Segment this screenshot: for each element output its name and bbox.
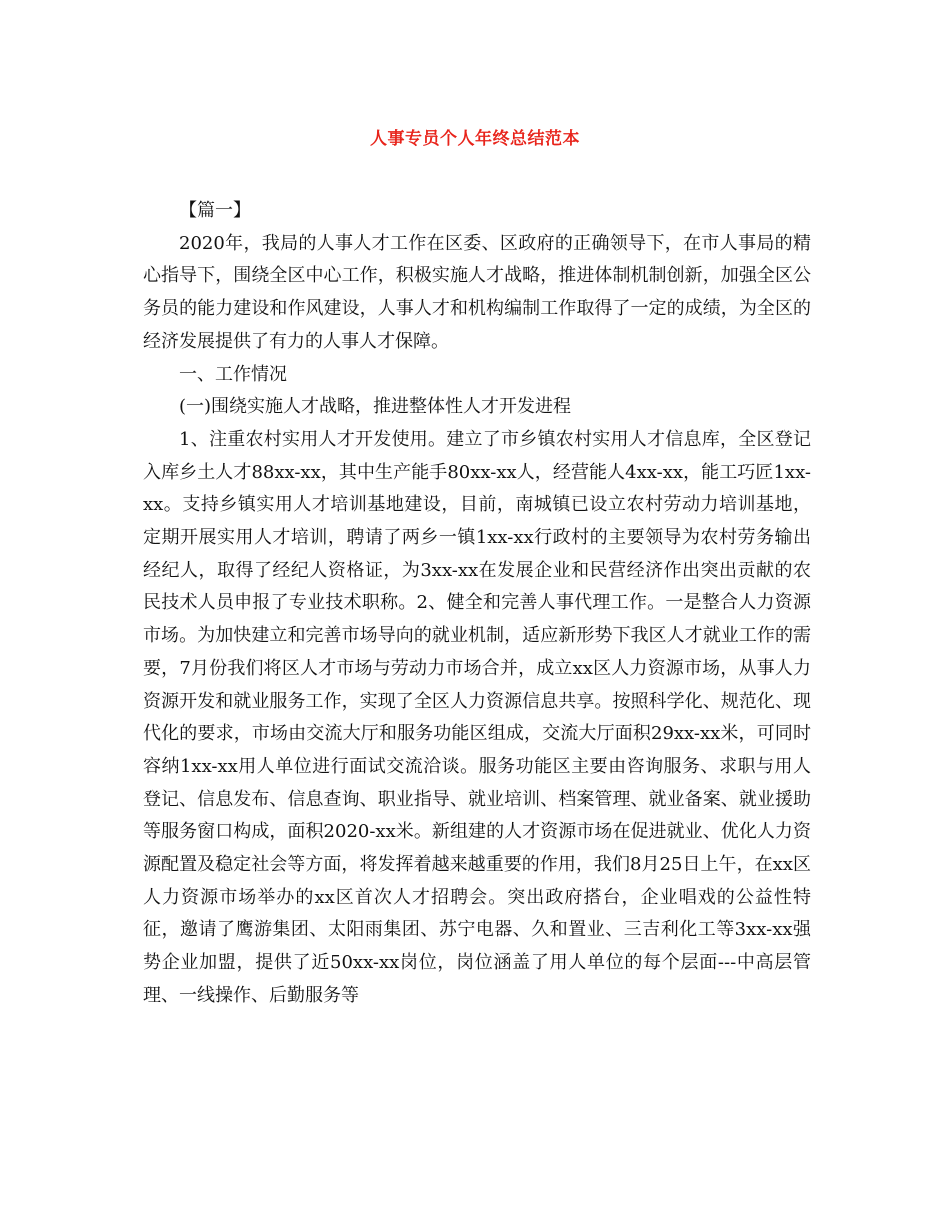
document-title: 人事专员个人年终总结范本 [370,129,580,149]
body-paragraph: 1、注重农村实用人才开发使用。建立了市乡镇农村实用人才信息库，全区登记入库乡土人才88xx-xx，其中生产能手80xx-xx人，经营能人4xx-xx，能工巧匠1xx-xx。支持乡镇实用人才培训基地建设，目前，南城镇已设立农村劳动力培训基地，定期开展实用人才培训，聘请了两乡一镇1xx-xx行政村的主要领导为农村劳务输出经纪人，取得了经纪人资格证，为3xx-xx在发展企业和民营经济作出突出贡献的农民技术人员申报了专业技术职称。2、健全和完善人事代理工作。一是整合人力资源市场。为加快建立和完善市场导向的就业机制，适应新形势下我区人才就业工作的需要，7月份我们将区人才市场与劳动力市场合并，成立xx区人力资源市场，从事人力资源开发和就业服务工作，实现了全区人力资源信息共享。按照科学化、规范化、现代化的要求，市场由交流大厅和服务功能区组成，交流大厅面积29xx-xx米，可同时容纳1xx-xx用人单位进行面试交流洽谈。服务功能区主要由咨询服务、求职与用人登记、信息发布、信息查询、职业指导、就业培训、档案管理、就业备案、就业援助等服务窗口构成，面积2020-xx米。新组建的人才资源市场在促进就业、优化人力资源配置及稳定社会等方面，将发挥着越来越重要的作用，我们8月25日上午，在xx区人力资源市场举办的xx区首次人才招聘会。突出政府搭台，企业唱戏的公益性特征，邀请了鹰游集团、太阳雨集团、苏宁电器、久和置业、三吉利化工等3xx-xx强势企业加盟，提供了近50xx-xx岗位，岗位涵盖了用人单位的每个层面---中高层管理、一线操作、后勤服务等 [143,428,811,1006]
section-heading: 【篇一】 [179,200,251,221]
intro-paragraph: 2020年，我局的人事人才工作在区委、区政府的正确领导下，在市人事局的精心指导下，围绕全区中心工作，积极实施人才战略，推进体制机制创新，加强全区公务员的能力建设和作风建设，人事人才和机构编制工作取得了一定的成绩，为全区的经济发展提供了有力的人事人才保障。 [143,232,811,352]
work-status-heading: 一、工作情况 [179,363,287,385]
subsection-heading: (一)围绕实施人才战略，推进整体性人才开发进程 [179,396,572,418]
document-body [143,195,811,1013]
